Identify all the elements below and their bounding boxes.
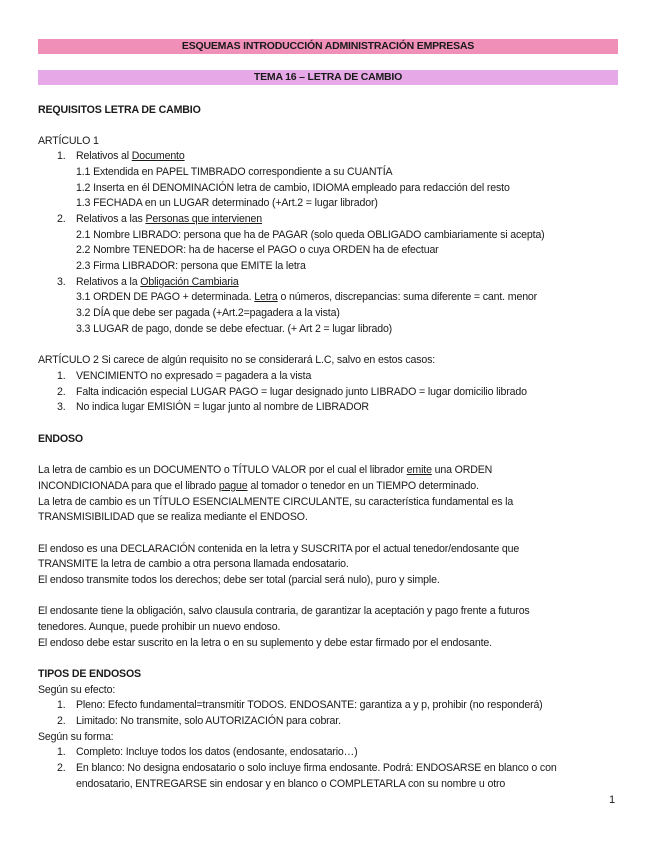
paragraph-line: tenedores. Aunque, puede prohibir un nuevo endoso. bbox=[38, 621, 281, 633]
paragraph-line: TRANSMITE la letra de cambio a otra persona llamada endosatario. bbox=[38, 558, 349, 570]
sub-item: 3.1 ORDEN DE PAGO + determinada. Letra o números, discrepancias: suma diferente = cant. menor bbox=[76, 291, 538, 303]
sub-item: 3.2 DÍA que debe ser pagada (+Art.2=pagadera a la vista) bbox=[76, 307, 340, 319]
efecto-label: Según su efecto: bbox=[38, 684, 116, 696]
topic-title-banner: TEMA 16 – LETRA DE CAMBIO bbox=[38, 70, 618, 85]
list-item: 1. Relativos al Documento bbox=[57, 150, 185, 162]
sub-item: 1.1 Extendida en PAPEL TIMBRADO correspondiente a su CUANTÍA bbox=[76, 166, 393, 178]
sub-item: 2.2 Nombre TENEDOR: ha de hacerse el PAGO o cuya ORDEN ha de efectuar bbox=[76, 244, 439, 256]
list-item: 2. Relativos a las Personas que intervienen bbox=[57, 213, 262, 225]
list-item: 1. VENCIMIENTO no expresado = pagadera a la vista bbox=[57, 370, 312, 382]
list-item: 2. En blanco: No designa endosatario o solo incluye firma endosante. Podrá: ENDOSARSE en blanco o con bbox=[57, 762, 557, 774]
list-item: 2. Falta indicación especial LUGAR PAGO = lugar designado junto LIBRADO = lugar domicilio librado bbox=[57, 386, 527, 398]
paragraph-line: El endoso debe estar suscrito en la letra o en su suplemento y debe estar firmado por el endosante. bbox=[38, 637, 492, 649]
sub-item: 2.3 Firma LIBRADOR: persona que EMITE la letra bbox=[76, 260, 306, 272]
paragraph-line: INCONDICIONADA para que el librado pague al tomador o tenedor en un TIEMPO determinado. bbox=[38, 480, 479, 492]
list-item-continuation: endosatario, ENTREGARSE sin endosar y en blanco o COMPLETARLA con su nombre u otro bbox=[76, 778, 506, 790]
article-2-intro: ARTÍCULO 2 Si carece de algún requisito no se considerará L.C, salvo en estos casos: bbox=[38, 354, 436, 366]
requisitos-heading: REQUISITOS LETRA DE CAMBIO bbox=[38, 104, 201, 116]
forma-label: Según su forma: bbox=[38, 731, 114, 743]
paragraph-line: TRANSMISIBILIDAD que se realiza mediante el ENDOSO. bbox=[38, 511, 308, 523]
list-item: 2. Limitado: No transmite, solo AUTORIZACIÓN para cobrar. bbox=[57, 715, 341, 727]
paragraph-line: La letra de cambio es un TÍTULO ESENCIALMENTE CIRCULANTE, su característica fundamental es la bbox=[38, 496, 514, 508]
paragraph-line: El endoso es una DECLARACIÓN contenida en la letra y SUSCRITA por el actual tenedor/endosante que bbox=[38, 543, 520, 555]
paragraph-line: La letra de cambio es un DOCUMENTO o TÍTULO VALOR por el cual el librador emite una ORDEN bbox=[38, 464, 493, 476]
paragraph-line: El endosante tiene la obligación, salvo clausula contraria, de garantizar la aceptación y pago frente a futuros bbox=[38, 605, 530, 617]
article-1-title: ARTÍCULO 1 bbox=[38, 135, 99, 147]
page-number: 1 bbox=[609, 794, 616, 806]
sub-item: 3.3 LUGAR de pago, donde se debe efectuar. (+ Art 2 = lugar librado) bbox=[76, 323, 393, 335]
endoso-heading: ENDOSO bbox=[38, 433, 84, 445]
paragraph-line: El endoso transmite todos los derechos; debe ser total (parcial será nulo), puro y simple. bbox=[38, 574, 440, 586]
list-item: 1. Completo: Incluye todos los datos (endosante, endosatario…) bbox=[57, 746, 358, 758]
list-item: 3. No indica lugar EMISIÓN = lugar junto al nombre de LIBRADOR bbox=[57, 401, 369, 413]
sub-item: 1.2 Inserta en él DENOMINACIÓN letra de cambio, IDIOMA empleado para redacción del resto bbox=[76, 182, 510, 194]
sub-item: 1.3 FECHADA en un LUGAR determinado (+Art.2 = lugar librador) bbox=[76, 197, 378, 209]
document-title-banner: ESQUEMAS INTRODUCCIÓN ADMINISTRACIÓN EMPRESAS bbox=[38, 39, 618, 54]
list-item: 1. Pleno: Efecto fundamental=transmitir TODOS. ENDOSANTE: garantiza a y p, prohibir (no responderá) bbox=[57, 699, 543, 711]
sub-item: 2.1 Nombre LIBRADO: persona que ha de PAGAR (solo queda OBLIGADO cambiariamente si acepta) bbox=[76, 229, 545, 241]
tipos-heading: TIPOS DE ENDOSOS bbox=[38, 668, 141, 680]
list-item: 3. Relativos a la Obligación Cambiaria bbox=[57, 276, 239, 288]
